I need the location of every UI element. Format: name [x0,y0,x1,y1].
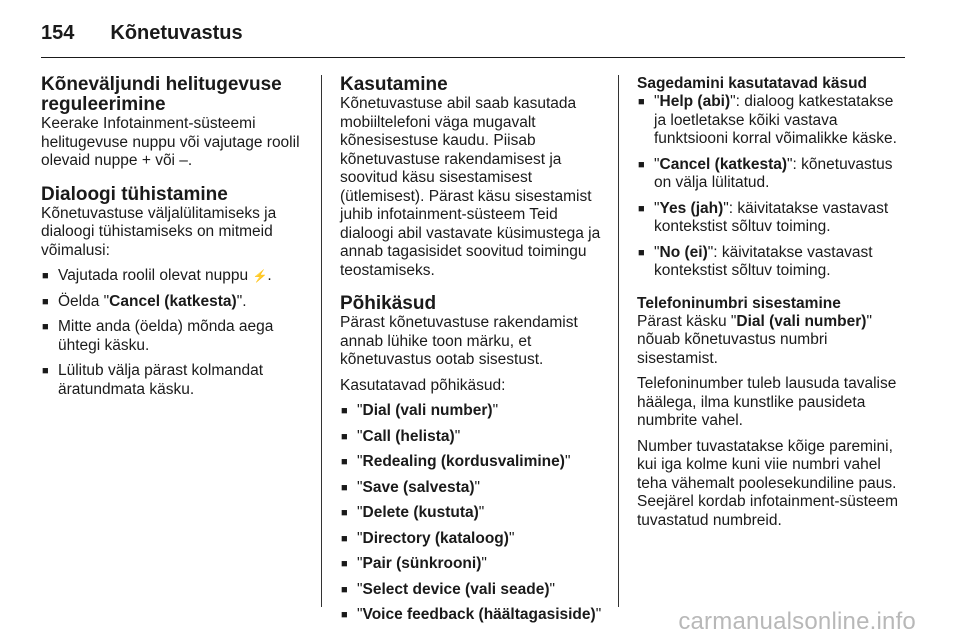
paragraph-usage: Kõnetuvastuse abil saab kasutada mobiiltelefoni väga mugavalt kõnesisestuse kaudu. Piisab kõnetuvastuse rakendamisest ja soovitud käsu sisestamisest (ütlemisest). Pärast käsu sisestamist juhib infotainment-süsteem Teid dialoogi abil vastavate küsimustega ja annab tagasisidet soovitud toimingu teostamiseks. [340,95,601,279]
page-number: 154 [41,21,75,44]
list-item: ■ Lülitub välja pärast kolmandat äratundmata käsku. [41,362,309,399]
list-item: ■ "Cancel (katkesta)": kõnetuvastus on välja lülitatud. [637,156,905,193]
paragraph-phone-number-3: Number tuvastatakse kõige paremini, kui iga kolme kuni viie numbri vahel teha vähemalt poolesekundiline paus. Seejärel kordab infotainment-süsteem tuvastatud numbreid. [637,437,899,529]
column-1 [41,75,309,399]
list-item: ■ "Yes (jah)": käivitatakse vastavast kontekstist sõltuv toiming. [637,200,905,237]
list-item: ■ Mitte anda (öelda) mõnda aega ühtegi käsku. [41,318,309,355]
section-heading-cancel: Dialoogi tühistamine [41,183,228,205]
section-heading-volume: Kõneväljundi helitugevuse reguleerimine [41,74,282,115]
section-heading-phone-number: Telefoninumbri sisestamine [637,294,841,312]
page-title: Kõnetuvastus [110,21,243,44]
section-heading-usage: Kasutamine [340,74,448,95]
list-item: ■ "Redealing (kordusvalimine)" [340,453,606,472]
paragraph-available-commands: Kasutatavad põhikäsud: [340,376,506,394]
header-rule [41,57,905,58]
paragraph-volume: Keerake Infotainment-süsteemi helitugevuse nuppu või vajutage roolil olevaid nuppe + või –. [41,115,300,169]
list-item: ■ Öelda "Cancel (katkesta)". [41,293,309,312]
column-2 [340,75,606,625]
watermark: carmanualsonline.info [678,608,916,635]
list-item: ■ "Save (salvesta)" [340,479,606,498]
basic-commands-list [340,402,606,625]
list-item: ■ "Call (helista)" [340,428,606,447]
list-item: ■ "Directory (kataloog)" [340,530,606,549]
page-header [41,16,243,50]
section-heading-basic-commands: Põhikäsud [340,293,437,314]
column-divider-1 [321,75,322,607]
list-item: ■ "Select device (vali seade)" [340,581,606,600]
paragraph-cancel: Kõnetuvastuse väljalülitamiseks ja dialoogi tühistamiseks on mitmeid võimalusi: [41,204,277,259]
cancel-options-list [41,267,309,399]
paragraph-phone-number-1: Pärast käsku "Dial (vali number)" nõuab kõnetuvastus numbri sisestamist. [637,312,872,367]
list-item: ■ Vajutada roolil olevat nuppu ⚡. [41,267,309,286]
list-item: ■ "Voice feedback (häältagasiside)" [340,606,606,625]
list-item: ■ "Help (abi)": dialoog katkestatakse ja loetletakse kõiki vastava funktsiooni korral võimalikke käske. [637,93,905,149]
list-item: ■ "No (ei)": käivitatakse vastavast kontekstist sõltuv toiming. [637,244,905,281]
paragraph-basic-commands: Pärast kõnetuvastuse rakendamist annab lühike toon märku, et kõnetuvastus ootab sisestust. [340,314,578,368]
list-item: ■ "Pair (sünkrooni)" [340,555,606,574]
list-item: ■ "Dial (vali number)" [340,402,606,421]
frequent-commands-list [637,93,905,281]
column-divider-2 [618,75,619,607]
column-3 [637,75,905,530]
steering-wheel-button-icon: ⚡ [252,269,268,283]
list-item: ■ "Delete (kustuta)" [340,504,606,523]
section-heading-frequent-commands: Sagedamini kasutatavad käsud [637,75,868,92]
paragraph-phone-number-2: Telefoninumber tuleb lausuda tavalise häälega, ilma kunstlike pausideta numbrite vahel. [637,375,897,429]
